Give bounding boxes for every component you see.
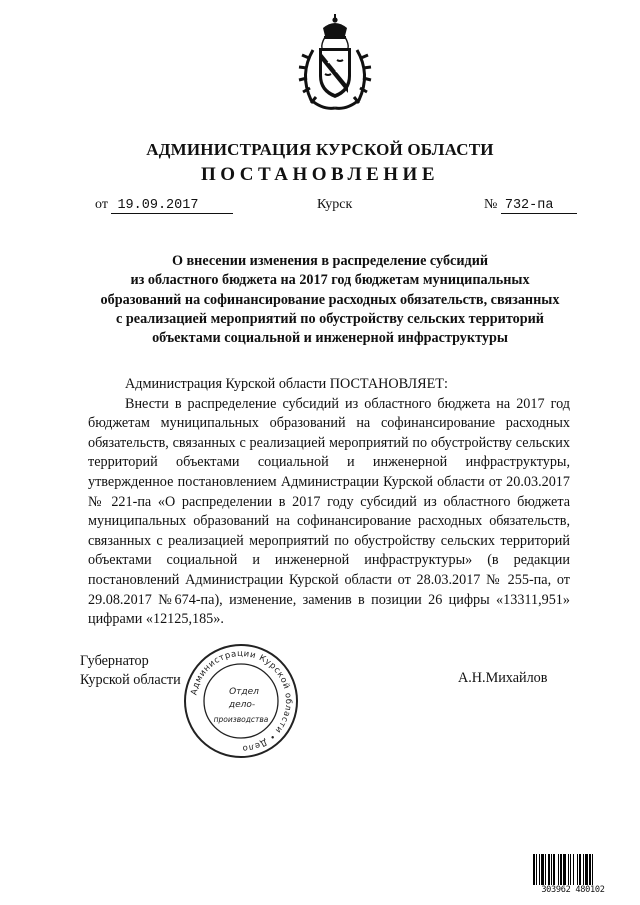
preamble: Администрация Курской области ПОСТАНОВЛЯЕТ: <box>125 376 448 392</box>
city: Курск <box>317 197 353 212</box>
body-paragraph: Внести в распределение субсидий из областного бюджета на 2017 год бюджетам муниципальных образований на софинансирование расходных обязательств, связанных с реализацией мероприятий по обустройству сельских территорий объектами социальной и инженерной инфраструктуры, утвержденное постановлением Администрации Курской области от 20.03.2017 № 221-па «О распределении в 2017 году субсидий из областного бюджета муниципальных образований на софинансирование расходных обязательств, связанных с реализацией мероприятий по обустройству сельских территорий объектами социальной и инженерной инфраструктуры» (в редакции постановлений Администрации Курской области от 28.03.2017 № 255-па, от 29.08.2017 №674-па), изменение, заменив в позиции 26 цифры «13311,951» цифрами «12125,185». <box>88 395 570 628</box>
date-field <box>95 197 233 214</box>
barcode-icon <box>532 854 614 886</box>
signatory-name: А.Н.Михайлов <box>458 670 548 686</box>
document-title <box>70 252 590 348</box>
title-line: объектами социальной и инженерной инфраструктуры <box>152 330 508 347</box>
coat-of-arms-icon <box>295 14 375 114</box>
stamp-center-text: Отдел <box>229 687 259 697</box>
position-line: Губернатор <box>80 653 149 669</box>
number-value: 732-па <box>504 198 554 213</box>
barcode-number: 303962 480102 <box>532 885 614 895</box>
title-line: О внесении изменения в распределение субсидий <box>171 253 489 269</box>
document-type: ПОСТАНОВЛЕНИЕ <box>200 164 440 185</box>
date-value: 19.09.2017 <box>117 198 199 213</box>
signatory-position <box>80 652 181 689</box>
round-stamp-icon <box>182 642 300 760</box>
document-body <box>88 375 570 630</box>
stamp-center-text: производства <box>213 715 269 724</box>
organization-name: АДМИНИСТРАЦИЯ КУРСКОЙ ОБЛАСТИ <box>146 140 494 159</box>
date-prefix: от <box>95 197 108 212</box>
title-line: образований на софинансирование расходных обязательств, связанных <box>100 291 560 308</box>
stamp-ring-text: Администрации Курской области • Дело <box>189 648 294 754</box>
stamp-center-text: дело- <box>228 700 256 710</box>
number-prefix: № <box>484 197 498 212</box>
title-line: из областного бюджета на 2017 год бюджетам муниципальных <box>130 272 530 289</box>
barcode <box>532 854 614 898</box>
position-line: Курской области <box>80 671 181 688</box>
number-field <box>484 197 577 214</box>
title-line: с реализацией мероприятий по обустройству сельских территорий <box>116 310 544 327</box>
